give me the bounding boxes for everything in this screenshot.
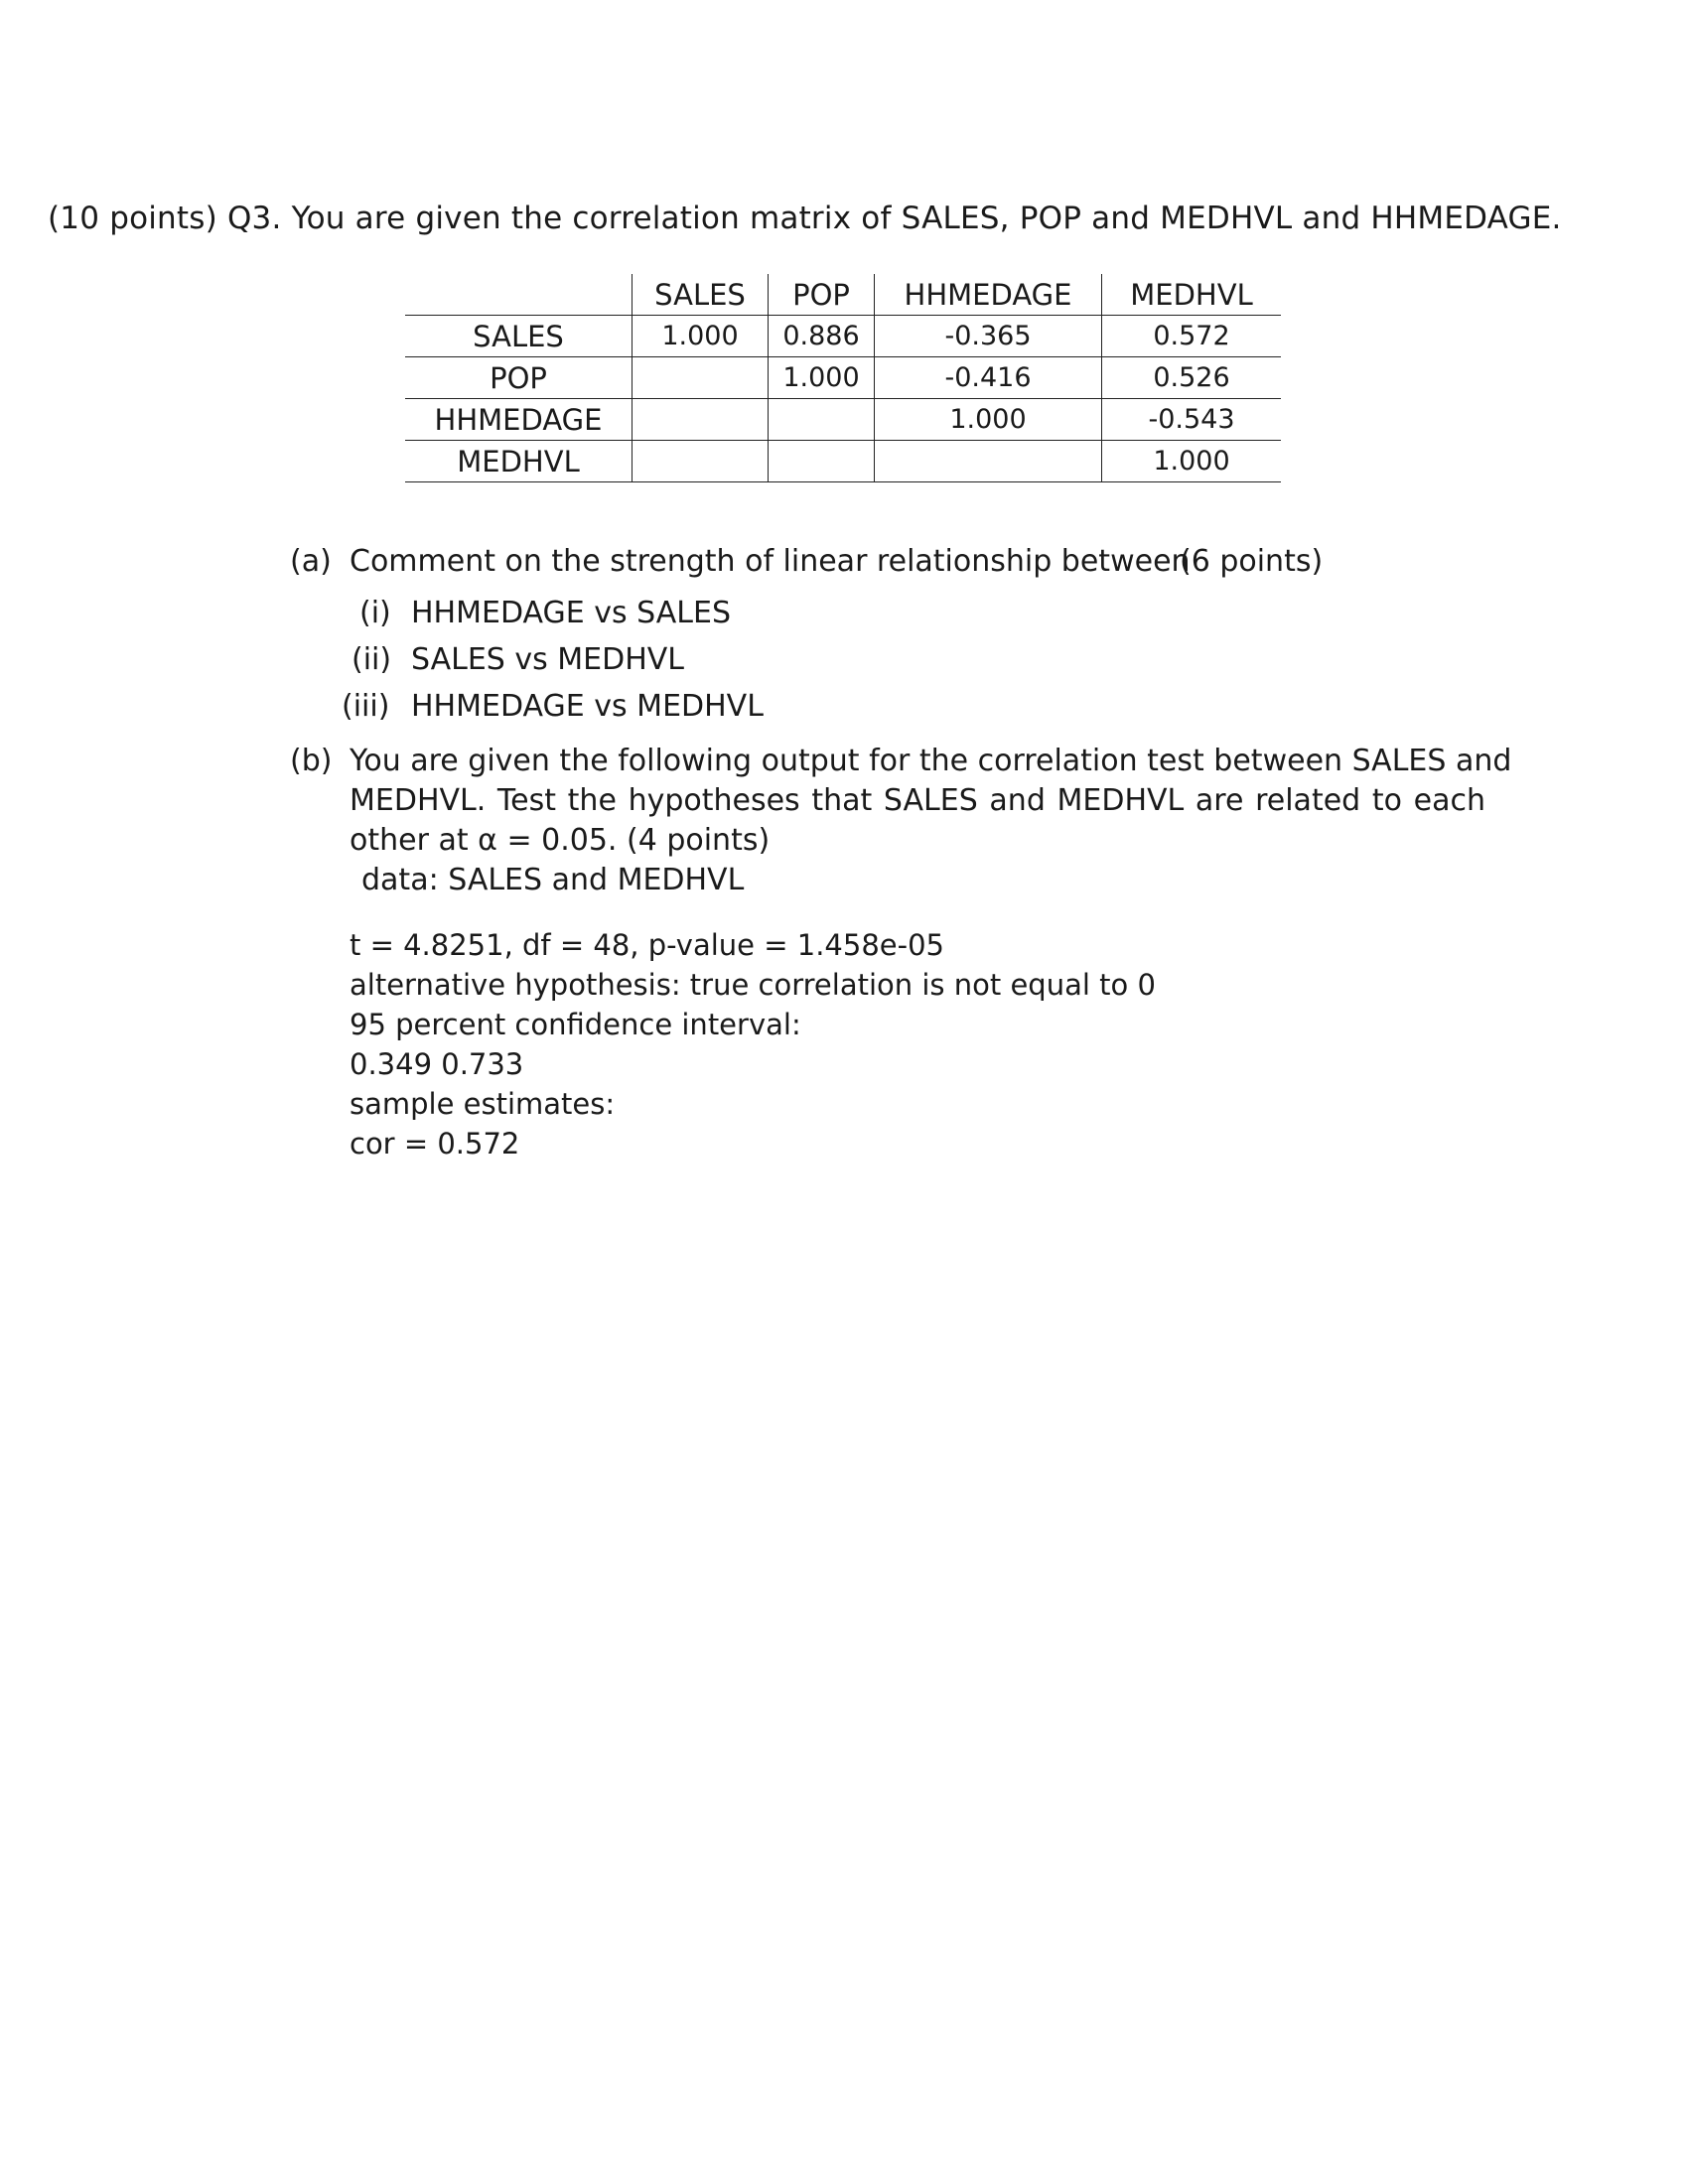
matrix-col-header: POP <box>769 274 875 316</box>
question-header: (10 points) Q3. You are given the correlation matrix of SALES, POP and MEDHVL and HHMEDAGE. <box>48 201 1562 236</box>
matrix-cell: -0.365 <box>875 316 1102 357</box>
matrix-row <box>405 357 1281 399</box>
test-output-line: alternative hypothesis: true correlation is not equal to 0 <box>350 968 1156 1002</box>
matrix-col-header: SALES <box>633 274 769 316</box>
matrix-cell <box>875 441 1102 482</box>
matrix-corner-cell <box>405 274 633 316</box>
matrix-cell: -0.416 <box>875 357 1102 399</box>
matrix-cell: -0.543 <box>1102 399 1282 441</box>
matrix-cell: 0.886 <box>769 316 875 357</box>
part-b-line: MEDHVL. Test the hypotheses that SALES and MEDHVL are related to each <box>350 783 1485 818</box>
part-a-item-text: HHMEDAGE vs SALES <box>411 596 732 630</box>
matrix-col-header: MEDHVL <box>1102 274 1282 316</box>
part-a-item-label: (i) <box>359 596 391 630</box>
part-b-data-line: data: SALES and MEDHVL <box>361 863 745 897</box>
matrix-cell <box>633 357 769 399</box>
part-b-label: (b) <box>290 744 333 778</box>
matrix-row-label: SALES <box>473 319 564 353</box>
part-a-text: Comment on the strength of linear relationship between <box>350 544 1191 579</box>
matrix-cell: 1.000 <box>1102 441 1282 482</box>
part-a-item-label: (ii) <box>352 642 392 677</box>
matrix-row-label: POP <box>490 360 547 395</box>
matrix-cell: 1.000 <box>633 316 769 357</box>
part-a-points: (6 points) <box>1180 544 1324 579</box>
matrix-cell <box>633 399 769 441</box>
part-a-item-text: SALES vs MEDHVL <box>411 642 685 677</box>
matrix-cell <box>633 441 769 482</box>
part-a-item-text: HHMEDAGE vs MEDHVL <box>411 689 764 724</box>
matrix-col-header: HHMEDAGE <box>875 274 1102 316</box>
matrix-row-label: MEDHVL <box>457 444 580 478</box>
matrix-row <box>405 316 1281 357</box>
test-output-line: 95 percent confidence interval: <box>350 1008 801 1041</box>
matrix-cell: 0.572 <box>1102 316 1282 357</box>
part-a-item-label: (iii) <box>342 689 390 724</box>
correlation-matrix-table <box>405 274 1281 482</box>
test-output-line: t = 4.8251, df = 48, p-value = 1.458e-05 <box>350 928 944 962</box>
matrix-cell: 1.000 <box>769 357 875 399</box>
part-b-line: other at α = 0.05. (4 points) <box>350 823 771 858</box>
matrix-cell: 1.000 <box>875 399 1102 441</box>
matrix-cell <box>769 399 875 441</box>
test-output-line: 0.349 0.733 <box>350 1047 524 1081</box>
part-a-label: (a) <box>290 544 332 579</box>
test-output-line: sample estimates: <box>350 1087 616 1121</box>
matrix-row-label: HHMEDAGE <box>434 402 603 437</box>
matrix-header-row <box>405 274 1281 316</box>
matrix-cell <box>769 441 875 482</box>
matrix-row <box>405 399 1281 441</box>
matrix-row <box>405 441 1281 482</box>
part-b-line: You are given the following output for the correlation test between SALES and <box>350 744 1512 778</box>
test-output-line: cor = 0.572 <box>350 1127 520 1160</box>
matrix-cell: 0.526 <box>1102 357 1282 399</box>
